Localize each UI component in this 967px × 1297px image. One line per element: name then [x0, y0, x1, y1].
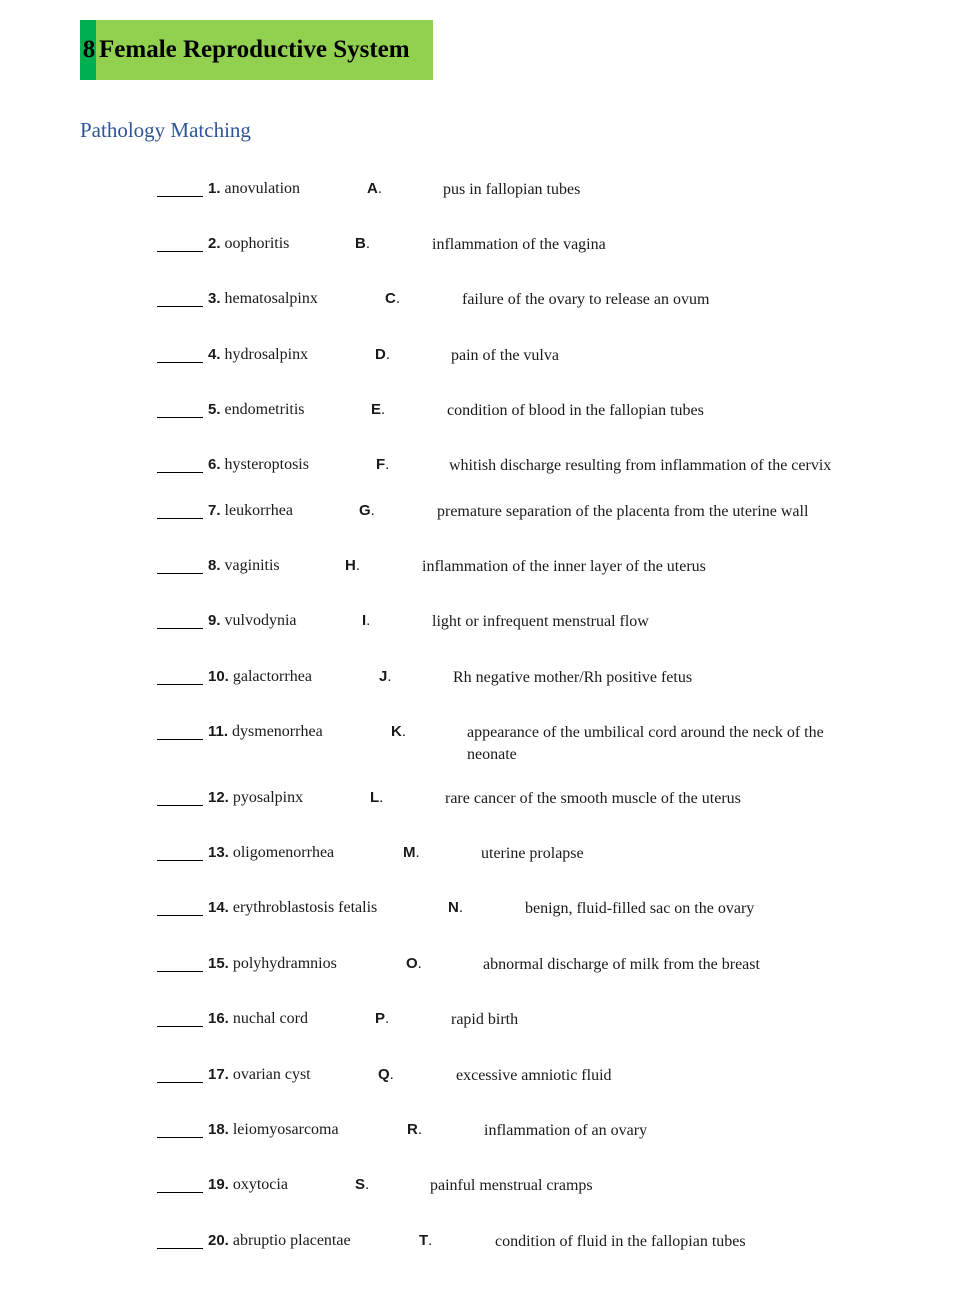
definition: inflammation of an ovary: [484, 1122, 648, 1139]
term: [208, 1231, 351, 1251]
definition: benign, fluid-filled sac on the ovary: [525, 900, 755, 917]
matching-row: [0, 788, 967, 828]
option-letter: [419, 1231, 432, 1251]
term-number: 9.: [208, 612, 221, 629]
term-name: vulvodynia: [224, 612, 297, 629]
option-letter: [406, 954, 422, 974]
term-number: 6.: [208, 456, 221, 473]
option-letter-text: E: [371, 401, 382, 418]
option-letter-text: L: [370, 789, 380, 806]
option-letter: [378, 1065, 394, 1085]
option-letter: [362, 611, 370, 631]
option-letter-dot: .: [381, 401, 386, 418]
term: [208, 667, 312, 687]
option-letter-text: M: [403, 844, 416, 861]
chapter-banner: [80, 20, 433, 80]
term-name: galactorrhea: [232, 668, 312, 685]
option-letter-text: P: [375, 1010, 386, 1027]
term: [208, 179, 300, 199]
option-letter: [355, 1175, 369, 1195]
answer-blank[interactable]: [157, 628, 203, 629]
term: [208, 1175, 288, 1195]
matching-row: [0, 1231, 967, 1271]
matching-row: [0, 400, 967, 440]
option-letter-text: B: [355, 235, 366, 252]
term-number: 17.: [208, 1066, 229, 1083]
option-letter: [379, 667, 392, 687]
definition: rare cancer of the smooth muscle of the uterus: [445, 790, 741, 807]
option-letter-dot: .: [458, 899, 464, 916]
matching-row: [0, 843, 967, 883]
option-letter-text: H: [345, 557, 356, 574]
option-letter-text: G: [359, 502, 371, 519]
definition: failure of the ovary to release an ovum: [462, 291, 710, 308]
chapter-number-block: [80, 20, 96, 80]
matching-row: [0, 289, 967, 329]
option-letter: [391, 722, 406, 742]
matching-row: [0, 345, 967, 385]
term: [208, 843, 334, 863]
matching-row: [0, 455, 967, 495]
term-name: leiomyosarcoma: [232, 1121, 339, 1138]
term-name: oligomenorrhea: [232, 844, 335, 861]
answer-blank[interactable]: [157, 417, 203, 418]
term-number: 1.: [208, 180, 221, 197]
term-number: 8.: [208, 557, 221, 574]
term-name: vaginitis: [224, 557, 280, 574]
answer-blank[interactable]: [157, 1192, 203, 1193]
option-letter: [375, 345, 390, 365]
term-name: nuchal cord: [232, 1010, 308, 1027]
term-name: endometritis: [224, 401, 305, 418]
term: [208, 234, 289, 254]
option-letter: [355, 234, 370, 254]
term-name: anovulation: [224, 180, 301, 197]
option-letter-text: S: [355, 1176, 366, 1193]
option-letter-dot: .: [379, 789, 384, 806]
option-letter-dot: .: [401, 723, 407, 740]
term-name: abruptio placentae: [232, 1232, 351, 1249]
option-letter: [407, 1120, 422, 1140]
answer-blank[interactable]: [157, 860, 203, 861]
term-name: ovarian cyst: [232, 1066, 311, 1083]
answer-blank[interactable]: [157, 251, 203, 252]
term-name: pyosalpinx: [232, 789, 304, 806]
matching-row: [0, 556, 967, 596]
definition: inflammation of the inner layer of the uterus: [422, 558, 706, 575]
answer-blank[interactable]: [157, 1137, 203, 1138]
option-letter-text: O: [406, 955, 418, 972]
term: [208, 289, 318, 309]
matching-row: [0, 667, 967, 707]
section-title: Pathology Matching: [80, 118, 251, 142]
definition: appearance of the umbilical cord around the neck of the neonate: [467, 724, 824, 763]
answer-blank[interactable]: [157, 915, 203, 916]
answer-blank[interactable]: [157, 971, 203, 972]
answer-blank[interactable]: [157, 196, 203, 197]
option-letter-dot: .: [385, 346, 391, 363]
option-letter-dot: .: [395, 290, 401, 307]
option-letter-dot: .: [417, 1121, 423, 1138]
option-letter-text: D: [375, 346, 386, 363]
term-name: erythroblastosis fetalis: [232, 899, 378, 916]
term-number: 2.: [208, 235, 221, 252]
definition: condition of fluid in the fallopian tubes: [495, 1233, 746, 1250]
option-letter-dot: .: [385, 1010, 390, 1027]
option-letter-dot: .: [428, 1232, 433, 1249]
chapter-title: Female Reproductive System: [99, 36, 410, 63]
definition: pus in fallopian tubes: [443, 181, 581, 198]
definition: premature separation of the placenta from the uterine wall: [437, 503, 809, 520]
option-letter-text: J: [379, 668, 388, 685]
definition: inflammation of the vagina: [432, 236, 606, 253]
option-letter: [345, 556, 360, 576]
term-name: hydrosalpinx: [224, 346, 309, 363]
term: [208, 611, 297, 631]
option-letter-dot: .: [366, 612, 371, 629]
answer-blank[interactable]: [157, 573, 203, 574]
term: [208, 400, 305, 420]
term: [208, 954, 337, 974]
option-letter-text: C: [385, 290, 396, 307]
term-number: 13.: [208, 844, 229, 861]
option-letter: [385, 289, 400, 309]
term: [208, 1065, 311, 1085]
answer-blank[interactable]: [157, 684, 203, 685]
option-letter-dot: .: [385, 456, 390, 473]
matching-row: [0, 611, 967, 651]
term-number: 16.: [208, 1010, 229, 1027]
option-letter-text: T: [419, 1232, 429, 1249]
option-letter-dot: .: [389, 1066, 394, 1083]
answer-blank[interactable]: [157, 739, 203, 740]
matching-row: [0, 179, 967, 219]
definition: abnormal discharge of milk from the breast: [483, 956, 760, 973]
term-number: 15.: [208, 955, 229, 972]
option-letter-text: A: [367, 180, 378, 197]
answer-blank[interactable]: [157, 306, 203, 307]
option-letter-text: I: [362, 612, 367, 629]
term-name: hysteroptosis: [224, 456, 309, 473]
definition: Rh negative mother/Rh positive fetus: [453, 669, 693, 686]
answer-blank[interactable]: [157, 1082, 203, 1083]
term-number: 3.: [208, 290, 221, 307]
option-letter: [448, 898, 463, 918]
option-letter-text: K: [391, 723, 402, 740]
option-letter-dot: .: [370, 502, 375, 519]
definition: light or infrequent menstrual flow: [432, 613, 649, 630]
term-number: 19.: [208, 1176, 229, 1193]
matching-row: [0, 1120, 967, 1160]
definition: whitish discharge resulting from inflammation of the cervix: [449, 457, 832, 474]
term: [208, 556, 280, 576]
term-number: 4.: [208, 346, 221, 363]
option-letter: [370, 788, 383, 808]
term: [208, 1009, 308, 1029]
option-letter-dot: .: [415, 844, 420, 861]
matching-row: [0, 1009, 967, 1049]
definition: condition of blood in the fallopian tubes: [447, 402, 704, 419]
option-letter-text: N: [448, 899, 459, 916]
matching-row: [0, 898, 967, 938]
option-letter-text: Q: [378, 1066, 390, 1083]
option-letter-dot: .: [355, 557, 361, 574]
matching-row: [0, 722, 967, 762]
option-letter-dot: .: [365, 1176, 370, 1193]
matching-row: [0, 1175, 967, 1215]
option-letter-dot: .: [387, 668, 392, 685]
answer-blank[interactable]: [157, 518, 203, 519]
matching-row: [0, 501, 967, 541]
matching-row: [0, 954, 967, 994]
option-letter: [371, 400, 385, 420]
answer-blank[interactable]: [157, 472, 203, 473]
matching-row: [0, 1065, 967, 1105]
term-number: 7.: [208, 502, 221, 519]
term: [208, 722, 323, 742]
option-letter: [375, 1009, 389, 1029]
definition: excessive amniotic fluid: [456, 1067, 612, 1084]
option-letter-dot: .: [377, 180, 383, 197]
term-number: 20.: [208, 1232, 229, 1249]
term-name: oophoritis: [224, 235, 290, 252]
option-letter-dot: .: [365, 235, 371, 252]
term-number: 12.: [208, 789, 229, 806]
option-letter: [376, 455, 389, 475]
term-number: 10.: [208, 668, 229, 685]
term: [208, 788, 303, 808]
term-number: 11.: [208, 723, 229, 740]
option-letter: [359, 501, 375, 521]
definition: pain of the vulva: [451, 347, 559, 364]
chapter-number: 8: [82, 36, 96, 63]
answer-blank[interactable]: [157, 1248, 203, 1249]
term: [208, 345, 308, 365]
term: [208, 501, 293, 521]
term: [208, 1120, 339, 1140]
matching-row: [0, 234, 967, 274]
term-number: 18.: [208, 1121, 229, 1138]
option-letter: [403, 843, 420, 863]
term-name: polyhydramnios: [232, 955, 337, 972]
definition: rapid birth: [451, 1011, 519, 1028]
term: [208, 455, 309, 475]
answer-blank[interactable]: [157, 805, 203, 806]
definition: painful menstrual cramps: [430, 1177, 593, 1194]
option-letter-text: F: [376, 456, 386, 473]
term-number: 5.: [208, 401, 221, 418]
term: [208, 898, 377, 918]
definition: uterine prolapse: [481, 845, 584, 862]
term-number: 14.: [208, 899, 229, 916]
answer-blank[interactable]: [157, 1026, 203, 1027]
term-name: oxytocia: [232, 1176, 288, 1193]
option-letter-dot: .: [417, 955, 422, 972]
option-letter: [367, 179, 382, 199]
answer-blank[interactable]: [157, 362, 203, 363]
term-name: leukorrhea: [224, 502, 293, 519]
option-letter-text: R: [407, 1121, 418, 1138]
term-name: dysmenorrhea: [232, 723, 323, 740]
term-name: hematosalpinx: [224, 290, 318, 307]
